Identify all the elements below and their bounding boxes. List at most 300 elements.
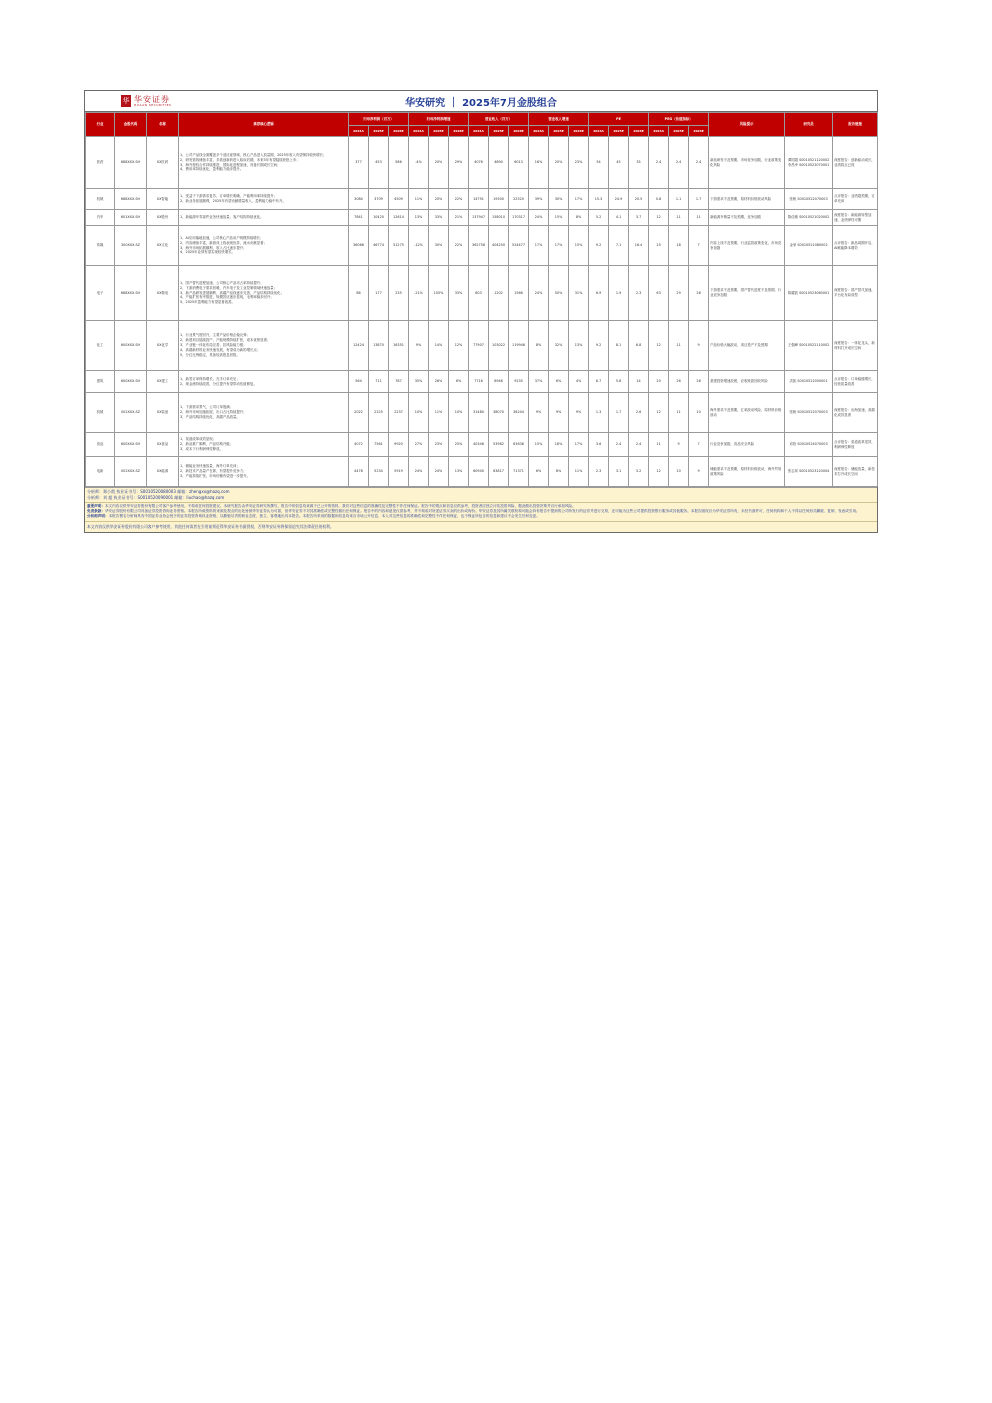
cell-code: 002XXX.SZ	[115, 457, 147, 487]
cell-revenue: 63817	[489, 457, 509, 487]
cell-revenue: 404250	[489, 226, 509, 266]
cell-risk: 下游需求不及预期，原材料价格波动风险	[709, 189, 785, 210]
cell-revenue: 22520	[509, 189, 529, 210]
cell-profit-growth: 23%	[429, 433, 449, 457]
header-code: 金股代码	[115, 113, 147, 137]
table-body	[86, 137, 878, 487]
header-revenue: 营业收入（百万）	[469, 113, 529, 126]
cell-peg: 2.4	[689, 137, 709, 189]
cell-profit-growth: 33%	[449, 266, 469, 321]
header-profit: 归母净利润（百万）	[349, 113, 409, 126]
cell-pe: 2.3	[589, 457, 609, 487]
cell-risk: 产品价格大幅波动，项目投产不及预期	[709, 321, 785, 371]
cell-revenue-growth: 50%	[549, 266, 569, 321]
cell-profit: 564	[349, 371, 369, 393]
header-year: 2026E	[689, 126, 709, 137]
cell-name: XX化学	[147, 321, 179, 371]
cell-peg: 26	[689, 371, 709, 393]
header-logic: 推荐核心逻辑	[179, 113, 349, 137]
header-year: 2024A	[529, 126, 549, 137]
cell-peg: 29	[669, 266, 689, 321]
header-year: 2026E	[569, 126, 589, 137]
cell-pe: 20.5	[629, 189, 649, 210]
cell-name: XX文化	[147, 226, 179, 266]
cell-report: 深度报告：新能源转型加速，业绩弹性可期	[833, 210, 878, 226]
cell-profit: 4478	[349, 457, 369, 487]
cell-revenue: 19300	[489, 189, 509, 210]
cell-code: 600XXX.SH	[115, 433, 147, 457]
cell-pe: 6.9	[589, 266, 609, 321]
cell-profit: 711	[369, 371, 389, 393]
cell-logic: 1、公司产品线全面覆盖多个适应症领域，核心产品进入放量期，2025年收入有望保持较快增长； 2、研发管线储备丰富，多款创新药进入临床后期，未来3年有望陆续获批上市； 3、海外授权合作持续推进，国际化进程加速，具备长期成长空间； 4、费用率持续优化，盈利能力稳步提升。	[179, 137, 349, 189]
header-revenue-growth: 营业收入增速	[529, 113, 589, 126]
header-peg: PEG（估值指标）	[649, 113, 709, 126]
disclaimer-label: 免责条款：	[87, 509, 105, 514]
analyst-line: 分析师：刘 超 执业证书号：S0010520090001 邮箱：liuchao@hazq.com	[87, 495, 225, 500]
cell-pe: 9.2	[589, 321, 609, 371]
cell-peg: 11	[669, 321, 689, 371]
cell-analyst: 张帆 S0010522070003	[785, 189, 833, 210]
cell-profit: 7561	[369, 433, 389, 457]
header-year: 2024A	[469, 126, 489, 137]
cell-peg: 12	[649, 393, 669, 433]
header-risk: 风险提示	[709, 113, 785, 137]
cell-revenue: 77907	[469, 321, 489, 371]
cell-profit: 4509	[389, 189, 409, 210]
analyst-line: 分析师：郑小霞 执业证书号：S0010520080003 邮箱：zhengxx@hazq.com	[87, 489, 230, 494]
cell-revenue: 1202	[489, 266, 509, 321]
cell-industry: 食品	[86, 433, 115, 457]
cell-peg: 18	[669, 226, 689, 266]
cell-revenue-growth: 6%	[549, 371, 569, 393]
cell-revenue: 71371	[509, 457, 529, 487]
cell-pe: 5.8	[609, 371, 629, 393]
header-analyst: 研究员	[785, 113, 833, 137]
cell-profit: 12614	[389, 210, 409, 226]
cell-report: 深度报告：储能放量，新技术打开成长空间	[833, 457, 878, 487]
cell-revenue-growth: 24%	[529, 266, 549, 321]
cell-revenue-growth: 15%	[569, 226, 589, 266]
cell-name: XX智能	[147, 189, 179, 210]
cell-profit-growth: 22%	[449, 226, 469, 266]
cell-pe: 45	[609, 137, 629, 189]
cell-revenue: 524477	[509, 226, 529, 266]
cell-report: 点评报告：业绩超预期，订单充沛	[833, 189, 878, 210]
header-report: 报告链接	[833, 113, 878, 137]
cell-peg: 12	[649, 457, 669, 487]
cell-code: 688XXX.SH	[115, 266, 147, 321]
cell-profit: 586	[389, 137, 409, 189]
cell-peg: 63	[649, 266, 669, 321]
cell-name: XX建工	[147, 371, 179, 393]
cell-profit-growth: 11%	[409, 189, 429, 210]
cell-profit: 453	[369, 137, 389, 189]
cell-revenue: 103022	[489, 321, 509, 371]
cell-revenue-growth: 16%	[529, 137, 549, 189]
cell-pe: 3.1	[609, 457, 629, 487]
cell-code: 600XXX.SH	[115, 321, 147, 371]
cell-industry: 机械	[86, 189, 115, 210]
cell-profit-growth: 27%	[409, 433, 429, 457]
table-row	[86, 137, 878, 189]
cell-profit-growth: 12%	[449, 321, 469, 371]
table-row	[86, 210, 878, 226]
cell-peg: 12	[649, 210, 669, 226]
header-pe: PE	[589, 113, 649, 126]
cell-code: 688XXX.SH	[115, 189, 147, 210]
cell-risk: 海外需求不及预期，汇率波动风险，原材料价格波动	[709, 393, 785, 433]
cell-risk: 储能需求不及预期，原材料价格波动，海外贸易政策风险	[709, 457, 785, 487]
table-row	[86, 393, 878, 433]
disclaimer-label: 重要声明：	[87, 504, 105, 508]
cell-revenue: 53962	[489, 433, 509, 457]
page-title: 华安研究 ｜ 2025年7月金股组合	[405, 98, 557, 109]
cell-logic: 1、国产替代进程加速，公司核心产品市占率持续提升； 2、下游消费电子需求回暖，汽车电子及工业控制领域快速放量； 3、新产品研发进展顺利，高端产品线逐步完善，产品结构持续优化； 4、产能扩张有序推进，规模效应逐步显现，毛利率稳步回升； 5、2025年盈利能力有望显著改善。	[179, 266, 349, 321]
cell-revenue-growth: 11%	[569, 457, 589, 487]
cell-profit: 2237	[389, 393, 409, 433]
cell-profit: 12424	[349, 321, 369, 371]
cell-profit-growth: 22%	[449, 189, 469, 210]
cell-industry: 电子	[86, 266, 115, 321]
cell-pe: 54	[589, 137, 609, 189]
cell-pe: 8.1	[609, 321, 629, 371]
disclaimer-label: 分析师声明：	[87, 514, 109, 519]
cell-revenue: 63636	[509, 433, 529, 457]
cell-name: XX微电	[147, 266, 179, 321]
cell-profit-growth: 10%	[449, 393, 469, 433]
cell-name: XX装备	[147, 393, 179, 433]
cell-pe: 1.3	[589, 393, 609, 433]
cell-peg: 9	[689, 457, 709, 487]
cell-analyst: 陈耀波 S0010523060001	[785, 266, 833, 321]
cell-analyst: 邓欣 S0010524070003	[785, 433, 833, 457]
cell-revenue-growth: 9%	[529, 393, 549, 433]
cell-profit: 86	[349, 266, 369, 321]
cell-pe: 6.8	[629, 321, 649, 371]
cell-revenue-growth: 9%	[569, 393, 589, 433]
cell-peg: 11	[649, 433, 669, 457]
cell-peg: 2.4	[649, 137, 669, 189]
cell-industry: 化工	[86, 321, 115, 371]
cell-code: 601XXX.SH	[115, 210, 147, 226]
cell-profit-growth: 20%	[429, 137, 449, 189]
cell-pe: 2.4	[609, 433, 629, 457]
cell-profit-growth: 29%	[449, 137, 469, 189]
cell-profit-growth: 105%	[429, 266, 449, 321]
disclaimer-text: 本报告署名分析师具有中国证券业协会授予的证券投资咨询执业资格，以勤勉尽责的职业态度，独立、客观地出具本报告。本报告所采用的数据和信息均来自市场公开信息，本人对这些信息的准确性和完整性不作任何保证，也不保证所包含的信息和建议不会发生任何变更。	[108, 514, 540, 519]
disclaimer-text: 华安证券股份有限公司具备证券投资咨询业务资格。本报告所载资料的来源及观点的出处皆被华安证券认为可靠，但华安证券不对其准确性或完整性做出任何保证。报告中的内容和意见仅供参考，并不构成对所述证券买卖的出价或询价。华安证券及其所属关联机构可能会持有报告中提到的公司所发行的证券并进行交易，还可能为这些公司提供投资银行服务或其他服务。本报告版权仅为华安证券所有，未经书面许可，任何机构和个人不得以任何形式翻版、复制、发表或引用。	[104, 509, 860, 514]
logo-name-en: HUAAN SECURITIES	[134, 102, 172, 107]
cell-industry: 医药	[86, 137, 115, 189]
cell-profit-growth: 9%	[409, 321, 429, 371]
cell-revenue: 4890	[489, 137, 509, 189]
cell-report: 点评报告：渠道改革见效，利润弹性释放	[833, 433, 878, 457]
header-year: 2025E	[369, 126, 389, 137]
cell-pe: 15.3	[589, 189, 609, 210]
cell-pe: 9.2	[589, 226, 609, 266]
cell-revenue-growth: 17%	[569, 189, 589, 210]
cell-revenue: 60940	[469, 457, 489, 487]
cell-revenue-growth: 17%	[529, 226, 549, 266]
cell-profit: 377	[349, 137, 369, 189]
header-year: 2024A	[409, 126, 429, 137]
cell-analyst: 陈佳敏 S0010521020002	[785, 210, 833, 226]
cell-profit-growth: 20%	[429, 189, 449, 210]
cell-pe: 24.9	[609, 189, 629, 210]
cell-industry: 电新	[86, 457, 115, 487]
cell-profit: 787	[389, 371, 409, 393]
table-row	[86, 189, 878, 210]
cell-revenue-growth: 31%	[569, 266, 589, 321]
cell-profit: 3709	[369, 189, 389, 210]
cell-logic: 1、新签订单保持增长，在手订单充足； 2、现金流持续改善，分红提升有望带动估值修复。	[179, 371, 349, 393]
cell-name: XX能源	[147, 457, 179, 487]
cell-name: XX食品	[147, 433, 179, 457]
cell-revenue-growth: 13%	[569, 321, 589, 371]
cell-risk: 内容上线不及预期，行业监管政策变化，市场竞争加剧	[709, 226, 785, 266]
cell-logic: 1、下游需求景气，公司订单饱满； 2、海外市场加速拓展，出口占比持续提升； 3、产品结构持续优化，高端产品放量。	[179, 393, 349, 433]
header-year: 2026E	[449, 126, 469, 137]
report-page	[84, 90, 878, 533]
cell-profit-growth: 10%	[409, 393, 429, 433]
cell-profit-growth: 35%	[409, 371, 429, 393]
cell-pe: 3.2	[629, 457, 649, 487]
cell-analyst: 张帆 S0010522070003	[785, 393, 833, 433]
cell-report: 深度报告：一体化龙头，新材料打开成长空间	[833, 321, 878, 371]
cell-revenue-growth: 9%	[549, 393, 569, 433]
cell-industry: 建筑	[86, 371, 115, 393]
cell-profit-growth: -21%	[409, 266, 429, 321]
cell-revenue: 9235	[509, 371, 529, 393]
cell-revenue-growth: 8%	[529, 321, 549, 371]
cell-revenue-growth: 17%	[569, 433, 589, 457]
cell-profit-growth: 21%	[449, 210, 469, 226]
cell-profit-growth: 11%	[429, 393, 449, 433]
cell-pe: 3.7	[629, 210, 649, 226]
cell-peg: 10	[669, 457, 689, 487]
cell-revenue-growth: 6%	[529, 457, 549, 487]
cell-profit-growth: 26%	[429, 371, 449, 393]
header-year: 2026E	[629, 126, 649, 137]
cell-profit-growth: 14%	[429, 321, 449, 371]
header-name: 名称	[147, 113, 179, 137]
cell-report: 点评报告：订单稳健增长，经营质量改善	[833, 371, 878, 393]
cell-revenue: 6013	[509, 137, 529, 189]
cell-peg: 1.7	[689, 189, 709, 210]
header-year: 2025E	[669, 126, 689, 137]
cell-logic: 1、新能源车零部件业务快速放量，客户结构持续优化。	[179, 210, 349, 226]
stock-portfolio-table	[85, 112, 878, 487]
cell-risk: 行业竞争加剧，食品安全风险	[709, 433, 785, 457]
cell-industry: 机械	[86, 393, 115, 433]
cell-profit-growth: 13%	[449, 457, 469, 487]
cell-pe: 35	[629, 137, 649, 189]
cell-analyst: 金荣 S0010521080002	[785, 226, 833, 266]
cell-pe: 1.9	[609, 266, 629, 321]
cell-pe: 14	[629, 371, 649, 393]
header-year: 2026E	[389, 126, 409, 137]
cell-peg: 1.1	[669, 189, 689, 210]
cell-logic: 1、储能业务快速放量，海外订单充沛； 2、新技术产品量产在即，有望提升竞争力； 3、产能持续扩张，市场份额有望进一步提升。	[179, 457, 349, 487]
cell-profit-growth: 13%	[409, 210, 429, 226]
cell-pe: 1.7	[609, 393, 629, 433]
cell-revenue: 4076	[469, 137, 489, 189]
cell-profit: 235	[389, 266, 409, 321]
final-note: 本文内容仅供华安证券股份有限公司客户参考使用，其他任何读者在引用前须征得华安证券书面授权，否则华安证券将保留追究其法律责任的权利。	[87, 523, 334, 529]
cell-revenue: 40346	[469, 433, 489, 457]
cell-report: 深度报告：出海加速，高端化成效显著	[833, 393, 878, 433]
cell-revenue: 158010	[489, 210, 509, 226]
cell-profit: 51275	[389, 226, 409, 266]
logo-name-cn: 华安证券	[134, 94, 170, 104]
cell-pe: 16.4	[629, 226, 649, 266]
cell-peg: 11	[689, 210, 709, 226]
cell-revenue-growth: 39%	[529, 189, 549, 210]
cell-profit-growth: 6%	[449, 371, 469, 393]
logo-mark-icon: 华	[122, 97, 130, 105]
cell-peg: 12	[649, 321, 669, 371]
cell-pe: 3.6	[589, 433, 609, 457]
cell-report: 点评报告：新品周期开启，AI赋能降本增效	[833, 226, 878, 266]
cell-pe: 2.6	[629, 393, 649, 433]
cell-analyst: 王强峰 S0010522110002	[785, 321, 833, 371]
cell-profit: 177	[369, 266, 389, 321]
cell-name: XX股份	[147, 210, 179, 226]
cell-revenue: 1566	[509, 266, 529, 321]
cell-profit: 2022	[349, 393, 369, 433]
cell-revenue: 38070	[489, 393, 509, 433]
cell-revenue: 8946	[489, 371, 509, 393]
header-industry: 行业	[86, 113, 115, 137]
cell-code: 600XXX.SH	[115, 371, 147, 393]
header-year: 2025E	[429, 126, 449, 137]
cell-code: 688XXX.SH	[115, 137, 147, 189]
header-year: 2026E	[509, 126, 529, 137]
cell-profit: 4072	[349, 433, 369, 457]
cell-logic: 1、受益于下游需求复苏，订单增长明确，产能利用率持续提升； 2、新业务拓展顺利，2025年有望贡献增量收入，盈利能力稳中有升。	[179, 189, 349, 210]
cell-revenue: 803	[469, 266, 489, 321]
cell-revenue: 36244	[509, 393, 529, 433]
analyst-info	[85, 488, 877, 503]
cell-logic: 1、渠道改革成效显现； 2、新品推广顺利，产品结构升级； 3、成本下行利润弹性释放。	[179, 433, 349, 457]
cell-revenue-growth: 18%	[549, 433, 569, 457]
title-bar	[85, 91, 877, 112]
cell-revenue-growth: 15%	[529, 433, 549, 457]
cell-pe: 2.4	[629, 433, 649, 457]
cell-peg: 11	[669, 393, 689, 433]
table-row	[86, 371, 878, 393]
cell-profit: 13870	[369, 321, 389, 371]
cell-analyst: 洪凯 S0010522050001	[785, 371, 833, 393]
table-row	[86, 457, 878, 487]
cell-pe: 5.2	[589, 210, 609, 226]
cell-revenue-growth: 8%	[569, 210, 589, 226]
cell-logic: 1、行业景气度回升，主要产品价格企稳反弹； 2、新建项目陆续投产，产能规模持续扩张，成本优势显著； 3、产业链一体化布局完善，抗风险能力强； 4、高端新材料业务快速发展，有望成为新的增长点； 5、分红比例稳定，具备较高股息回报。	[179, 321, 349, 371]
cell-profit: 46774	[369, 226, 389, 266]
header-year: 2024A	[589, 126, 609, 137]
cell-report: 深度报告：创新驱动成长，业绩拐点已现	[833, 137, 878, 189]
cell-peg: 7	[689, 433, 709, 457]
cell-peg: 25	[649, 226, 669, 266]
cell-revenue-growth: 8%	[549, 457, 569, 487]
cell-revenue-growth: 30%	[549, 189, 569, 210]
cell-peg: 9	[689, 321, 709, 371]
cell-revenue-growth: 23%	[569, 137, 589, 189]
cell-risk: 下游需求不及预期，国产替代进度不及预期，行业竞争加剧	[709, 266, 785, 321]
cell-analyst: 张志邦 S0010523120004	[785, 457, 833, 487]
cell-revenue-growth: 24%	[529, 210, 549, 226]
cell-risk: 新能源车销量不及预期，竞争加剧	[709, 210, 785, 226]
disclaimer-text: 本文内容仅供华安证券股份有限公司客户参考使用，不构成任何投资建议。本研究报告由华安证券研究所撰写，报告中的信息均来源于已公开的资料，我们对这些信息的准确性及完整性不作任何保证。报告中的观点和信息仅供参考，投资者应独立评估投资风险，据此做出投资决策并自行承担风险。	[104, 504, 576, 508]
cell-pe: 6.7	[589, 371, 609, 393]
header-year: 2025E	[549, 126, 569, 137]
cell-profit-growth: 30%	[429, 226, 449, 266]
cell-revenue: 137947	[469, 210, 489, 226]
cell-profit: 3084	[349, 189, 369, 210]
cell-revenue: 31480	[469, 393, 489, 433]
cell-profit: 5919	[389, 457, 409, 487]
header-year: 2024A	[349, 126, 369, 137]
cell-peg: 26	[669, 371, 689, 393]
cell-profit: 5234	[369, 457, 389, 487]
cell-profit-growth: 24%	[409, 457, 429, 487]
cell-revenue-growth: 4%	[569, 371, 589, 393]
cell-profit-growth: -4%	[409, 137, 429, 189]
cell-industry: 传媒	[86, 226, 115, 266]
table-row	[86, 226, 878, 266]
disclaimer	[85, 503, 877, 522]
cell-profit-growth: -12%	[409, 226, 429, 266]
cell-revenue-growth: 15%	[549, 210, 569, 226]
cell-revenue: 119946	[509, 321, 529, 371]
cell-profit-growth: 25%	[449, 433, 469, 457]
cell-revenue: 14791	[469, 189, 489, 210]
cell-peg: 20	[649, 371, 669, 393]
footer	[85, 487, 877, 532]
table-row	[86, 433, 878, 457]
cell-peg: 11	[669, 210, 689, 226]
cell-analyst: 谭国超 S0010521120002 李昌幸 S0010522070001	[785, 137, 833, 189]
cell-profit: 36066	[349, 226, 369, 266]
cell-profit: 9920	[389, 433, 409, 457]
table-row	[86, 266, 878, 321]
cell-profit-growth: 33%	[429, 210, 449, 226]
cell-peg: 2.4	[669, 137, 689, 189]
cell-code: 300XXX.SZ	[115, 226, 147, 266]
header-year: 2024A	[649, 126, 669, 137]
cell-revenue-growth: 32%	[549, 321, 569, 371]
cell-industry: 汽车	[86, 210, 115, 226]
cell-revenue-growth: 17%	[549, 226, 569, 266]
cell-profit-growth: 24%	[429, 457, 449, 487]
cell-peg: 26	[689, 266, 709, 321]
cell-pe: 4.1	[609, 210, 629, 226]
cell-peg: 9	[669, 433, 689, 457]
header-year: 2025E	[489, 126, 509, 137]
cell-revenue: 170317	[509, 210, 529, 226]
header-year: 2025E	[609, 126, 629, 137]
cell-code: 002XXX.SZ	[115, 393, 147, 433]
cell-revenue: 7716	[469, 371, 489, 393]
cell-risk: 新品研发不及预期，市场竞争加剧，行业政策变化风险	[709, 137, 785, 189]
cell-profit: 16351	[389, 321, 409, 371]
cell-profit: 7841	[349, 210, 369, 226]
cell-report: 深度报告：国产替代加速，平台化布局成型	[833, 266, 878, 321]
cell-risk: 基建投资增速放缓，应收账款回收风险	[709, 371, 785, 393]
cell-logic: 1、AI应用落地加速，公司核心产品用户规模持续增长； 2、内容储备丰富，新游戏上线表现优异，流水贡献显著； 3、海外市场拓展顺利，收入占比逐步提升； 4、2025年业绩有望实现较快增长。	[179, 226, 349, 266]
table-row	[86, 321, 878, 371]
cell-profit: 2225	[369, 393, 389, 433]
